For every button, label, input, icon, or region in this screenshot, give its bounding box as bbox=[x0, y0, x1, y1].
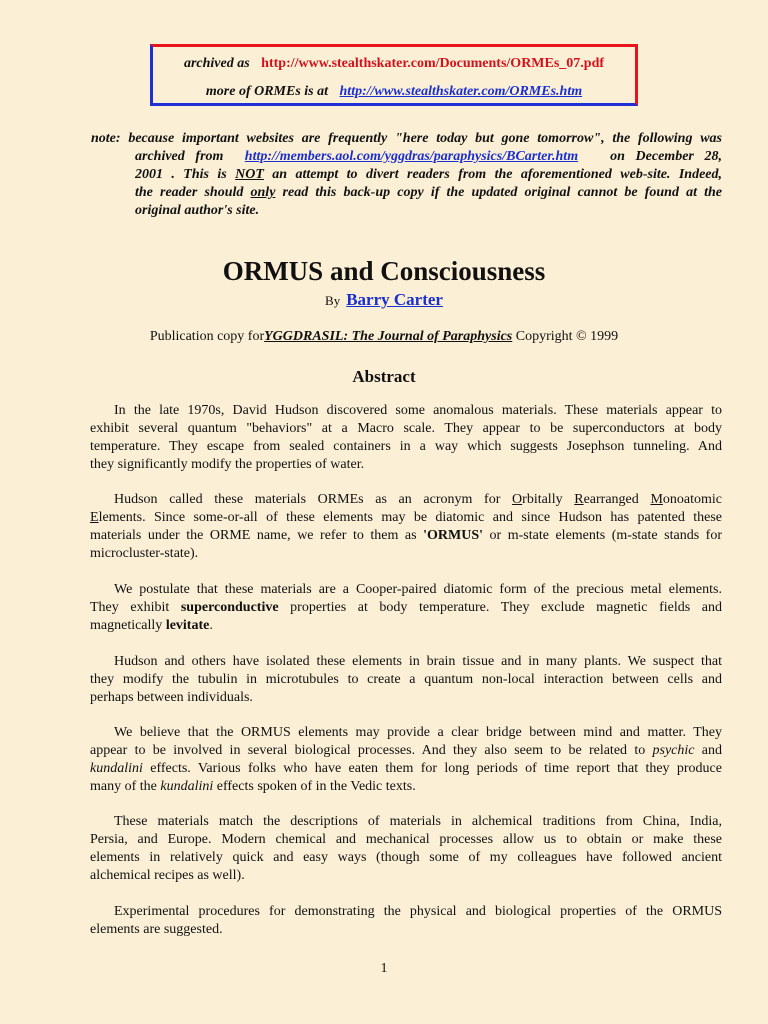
text-run: effects spoken of in the Vedic texts. bbox=[213, 779, 416, 794]
italic-term: psychic bbox=[652, 743, 695, 758]
paragraph-line bbox=[90, 491, 722, 509]
archive-url-link[interactable]: http://www.stealthskater.com/Documents/ORMEs_07.pdf bbox=[261, 56, 605, 71]
more-link-line bbox=[153, 84, 635, 100]
note-text: read this back-up copy if the updated original cannot be found at the bbox=[275, 185, 722, 200]
original-source-link[interactable]: http://members.aol.com/yggdras/paraphysics/BCarter.htm bbox=[244, 149, 579, 164]
paragraph-line: We postulate that these materials are a Cooper-paired diatomic form of the precious metal elements. bbox=[114, 582, 722, 597]
paragraph bbox=[90, 581, 722, 635]
paragraph-line: In the late 1970s, David Hudson discovered some anomalous materials. These materials appear to bbox=[114, 403, 722, 418]
note-emphasis: only bbox=[250, 185, 276, 200]
paragraph-line: elements are suggested. bbox=[90, 922, 223, 937]
publication-line bbox=[0, 329, 768, 345]
paragraph-line: Persia, and Europe. Modern chemical and mechanical processes allow us to obtain or make these bbox=[90, 832, 722, 847]
publication-prefix: Publication copy for bbox=[149, 329, 265, 344]
note-line bbox=[91, 184, 722, 202]
paragraph bbox=[90, 402, 722, 474]
text-run: appear to be involved in several biological processes. And they also seem to be related to bbox=[90, 743, 653, 758]
paragraph-line: perhaps between individuals. bbox=[90, 690, 253, 705]
paragraph-line: We believe that the ORMUS elements may provide a clear bridge between mind and matter. They bbox=[114, 725, 722, 740]
text-run: materials under the ORME name, we refer to them as bbox=[90, 528, 424, 543]
note-text: on December 28, bbox=[610, 149, 723, 164]
archive-line bbox=[153, 56, 635, 72]
text-run: rbitally bbox=[522, 492, 575, 507]
note-line bbox=[91, 166, 722, 184]
text-run: They exhibit bbox=[90, 600, 181, 615]
archived-as-label: archived as bbox=[183, 56, 250, 71]
by-label: By bbox=[325, 293, 341, 308]
paragraph-line: alchemical recipes as well). bbox=[90, 868, 245, 883]
note-line: note: because important websites are frequently "here today but gone tomorrow", the following was bbox=[91, 131, 722, 146]
author-link[interactable]: Barry Carter bbox=[346, 290, 443, 309]
paragraph bbox=[90, 903, 722, 939]
italic-term: kundalini bbox=[160, 779, 214, 794]
note-text: the reader should bbox=[135, 185, 251, 200]
paragraph bbox=[90, 653, 722, 707]
text-run: . bbox=[209, 618, 213, 633]
paragraph bbox=[90, 491, 722, 563]
text-run: effects. Various folks who have eaten them for long periods of time report that they produce bbox=[142, 761, 722, 776]
text-run: magnetically bbox=[90, 618, 166, 633]
text-run: properties at body temperature. They exclude magnetic fields and bbox=[278, 600, 722, 615]
paragraph-line bbox=[90, 760, 722, 778]
text-run: or m-state elements (m-state stands for bbox=[483, 528, 723, 543]
paragraph-line: Hudson and others have isolated these elements in brain tissue and in many plants. We suspect that bbox=[114, 654, 722, 669]
text-run: Hudson called these materials ORMEs as an acronym for bbox=[114, 492, 513, 507]
bold-term: levitate bbox=[165, 618, 210, 633]
more-label: more of ORMEs is at bbox=[205, 84, 329, 99]
paragraph-line: temperature. They escape from sealed containers in a way which suggests Josephson tunneling. And bbox=[90, 439, 722, 454]
paragraph-line: Experimental procedures for demonstrating the physical and biological properties of the ORMUS bbox=[114, 904, 722, 919]
archive-note bbox=[91, 130, 722, 220]
paragraph-line: they modify the tubulin in microtubules to create a quantum non-local interaction between cells and bbox=[90, 672, 722, 687]
paragraph-line bbox=[90, 599, 722, 617]
acronym-letter: R bbox=[574, 492, 584, 507]
page-number: 1 bbox=[380, 961, 388, 976]
note-text: archived from bbox=[135, 149, 224, 164]
text-run: lements. Since some-or-all of these elements may be diatomic and since Hudson has patented these bbox=[98, 510, 722, 525]
paragraph-line bbox=[90, 617, 722, 635]
acronym-letter: E bbox=[90, 510, 99, 525]
paragraph-line: they significantly modify the properties of water. bbox=[90, 457, 365, 472]
paragraph-line bbox=[90, 742, 722, 760]
note-line: original author's site. bbox=[135, 203, 260, 218]
text-run: earranged bbox=[583, 492, 651, 507]
note-emphasis: NOT bbox=[235, 167, 264, 182]
paragraph bbox=[90, 724, 722, 796]
abstract-heading: Abstract bbox=[352, 367, 416, 386]
note-text: an attempt to divert readers from the aforementioned web-site. Indeed, bbox=[263, 167, 723, 182]
paragraph-line bbox=[90, 527, 722, 545]
text-run: onoatomic bbox=[662, 492, 722, 507]
note-line bbox=[91, 148, 722, 166]
note-text: 2001 . This is bbox=[135, 167, 236, 182]
document-title: ORMUS and Consciousness bbox=[222, 256, 546, 286]
paragraph-line: exhibit several quantum "behaviors" at a Macro scale. They appear to be superconductors at body bbox=[90, 421, 722, 436]
archive-box bbox=[150, 44, 638, 106]
paragraph-line: These materials match the descriptions of materials in alchemical traditions from China, India, bbox=[114, 814, 722, 829]
byline bbox=[0, 290, 768, 310]
journal-link[interactable]: YGGDRASIL: The Journal of Paraphysics bbox=[264, 329, 513, 344]
paragraph-line bbox=[90, 509, 722, 527]
acronym-letter: O bbox=[512, 492, 523, 507]
italic-term: kundalini bbox=[90, 761, 143, 776]
more-url-link[interactable]: http://www.stealthskater.com/ORMEs.htm bbox=[339, 84, 583, 99]
bold-term: superconductive bbox=[180, 600, 279, 615]
bold-term: 'ORMUS' bbox=[423, 528, 484, 543]
text-run: many of the bbox=[90, 779, 161, 794]
acronym-letter: M bbox=[650, 492, 663, 507]
text-run: and bbox=[694, 743, 723, 758]
paragraph-line: microcluster-state). bbox=[90, 546, 199, 561]
paragraph-line bbox=[90, 778, 722, 796]
copyright-text: Copyright © 1999 bbox=[512, 329, 619, 344]
paragraph bbox=[90, 813, 722, 885]
paragraph-line: elements in relatively quick and easy ways (though some of my colleagues have followed ancient bbox=[90, 850, 722, 865]
